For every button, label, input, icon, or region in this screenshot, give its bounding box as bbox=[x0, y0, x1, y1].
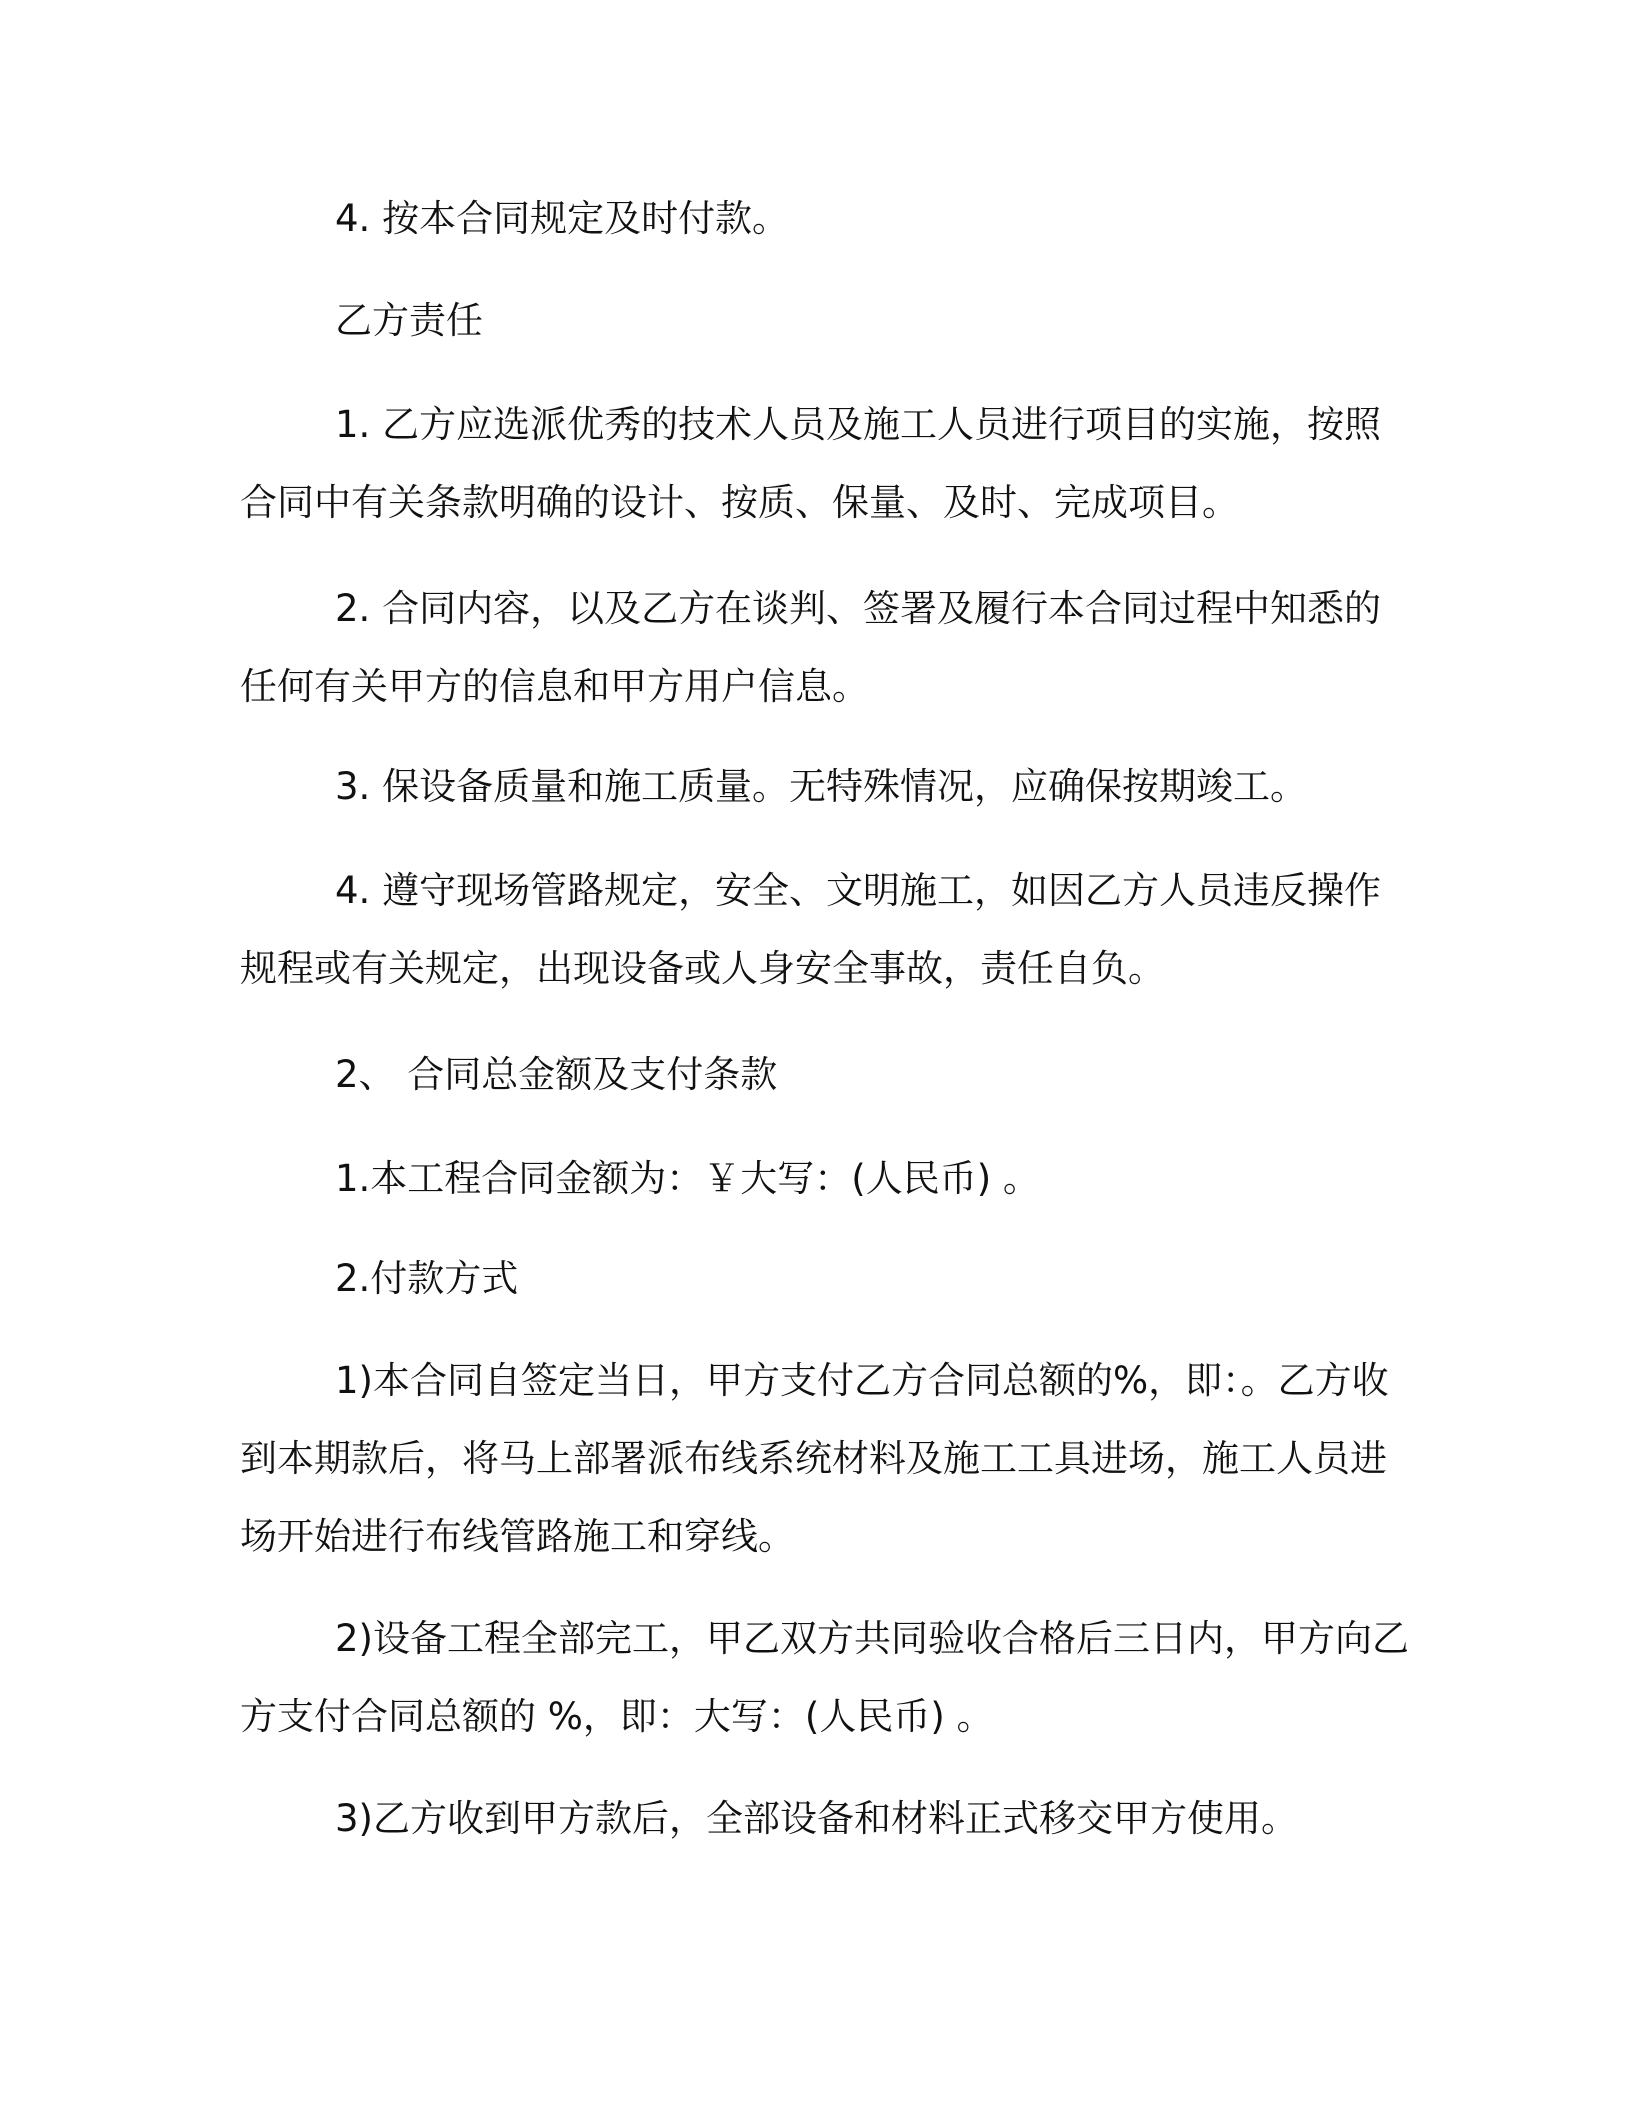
paragraph-b-duty-3: 3. 保设备质量和施工质量。无特殊情况，应确保按期竣工。 bbox=[335, 765, 1308, 808]
paragraph-payment-stage-3: 3)乙方收到甲方款后，全部设备和材料正式移交甲方使用。 bbox=[335, 1797, 1298, 1840]
heading-contract-amount-terms: 2、 合同总金额及支付条款 bbox=[335, 1053, 778, 1096]
paragraph-b-duty-1: 1. 乙方应选派优秀的技术人员及施工人员进行项目的实施，按照合同中有关条款明确的设计、按质、保量、及时、完成项目。 bbox=[240, 403, 1382, 524]
heading-party-b-responsibility: 乙方责任 bbox=[335, 299, 483, 342]
paragraph-contract-amount: 1.本工程合同金额为：￥大写：(人民币) 。 bbox=[335, 1157, 1040, 1200]
paragraph-payment-stage-1: 1)本合同自签定当日，甲方支付乙方合同总额的%，即：。乙方收到本期款后，将马上部署派布线系统材料及施工工具进场，施工人员进场开始进行布线管路施工和穿线。 bbox=[240, 1359, 1389, 1558]
heading-payment-method: 2.付款方式 bbox=[335, 1257, 519, 1300]
paragraph-payment-stage-2: 2)设备工程全部完工，甲乙双方共同验收合格后三日内，甲方向乙方支付合同总额的 %，即：大写：(人民币) 。 bbox=[240, 1617, 1409, 1738]
paragraph-b-duty-4: 4. 遵守现场管路规定，安全、文明施工，如因乙方人员违反操作规程或有关规定，出现设备或人身安全事故，责任自负。 bbox=[240, 869, 1382, 990]
paragraph-payment-obligation: 4. 按本合同规定及时付款。 bbox=[335, 197, 790, 240]
paragraph-b-duty-2: 2. 合同内容，以及乙方在谈判、签署及履行本合同过程中知悉的任何有关甲方的信息和甲方用户信息。 bbox=[240, 587, 1382, 708]
